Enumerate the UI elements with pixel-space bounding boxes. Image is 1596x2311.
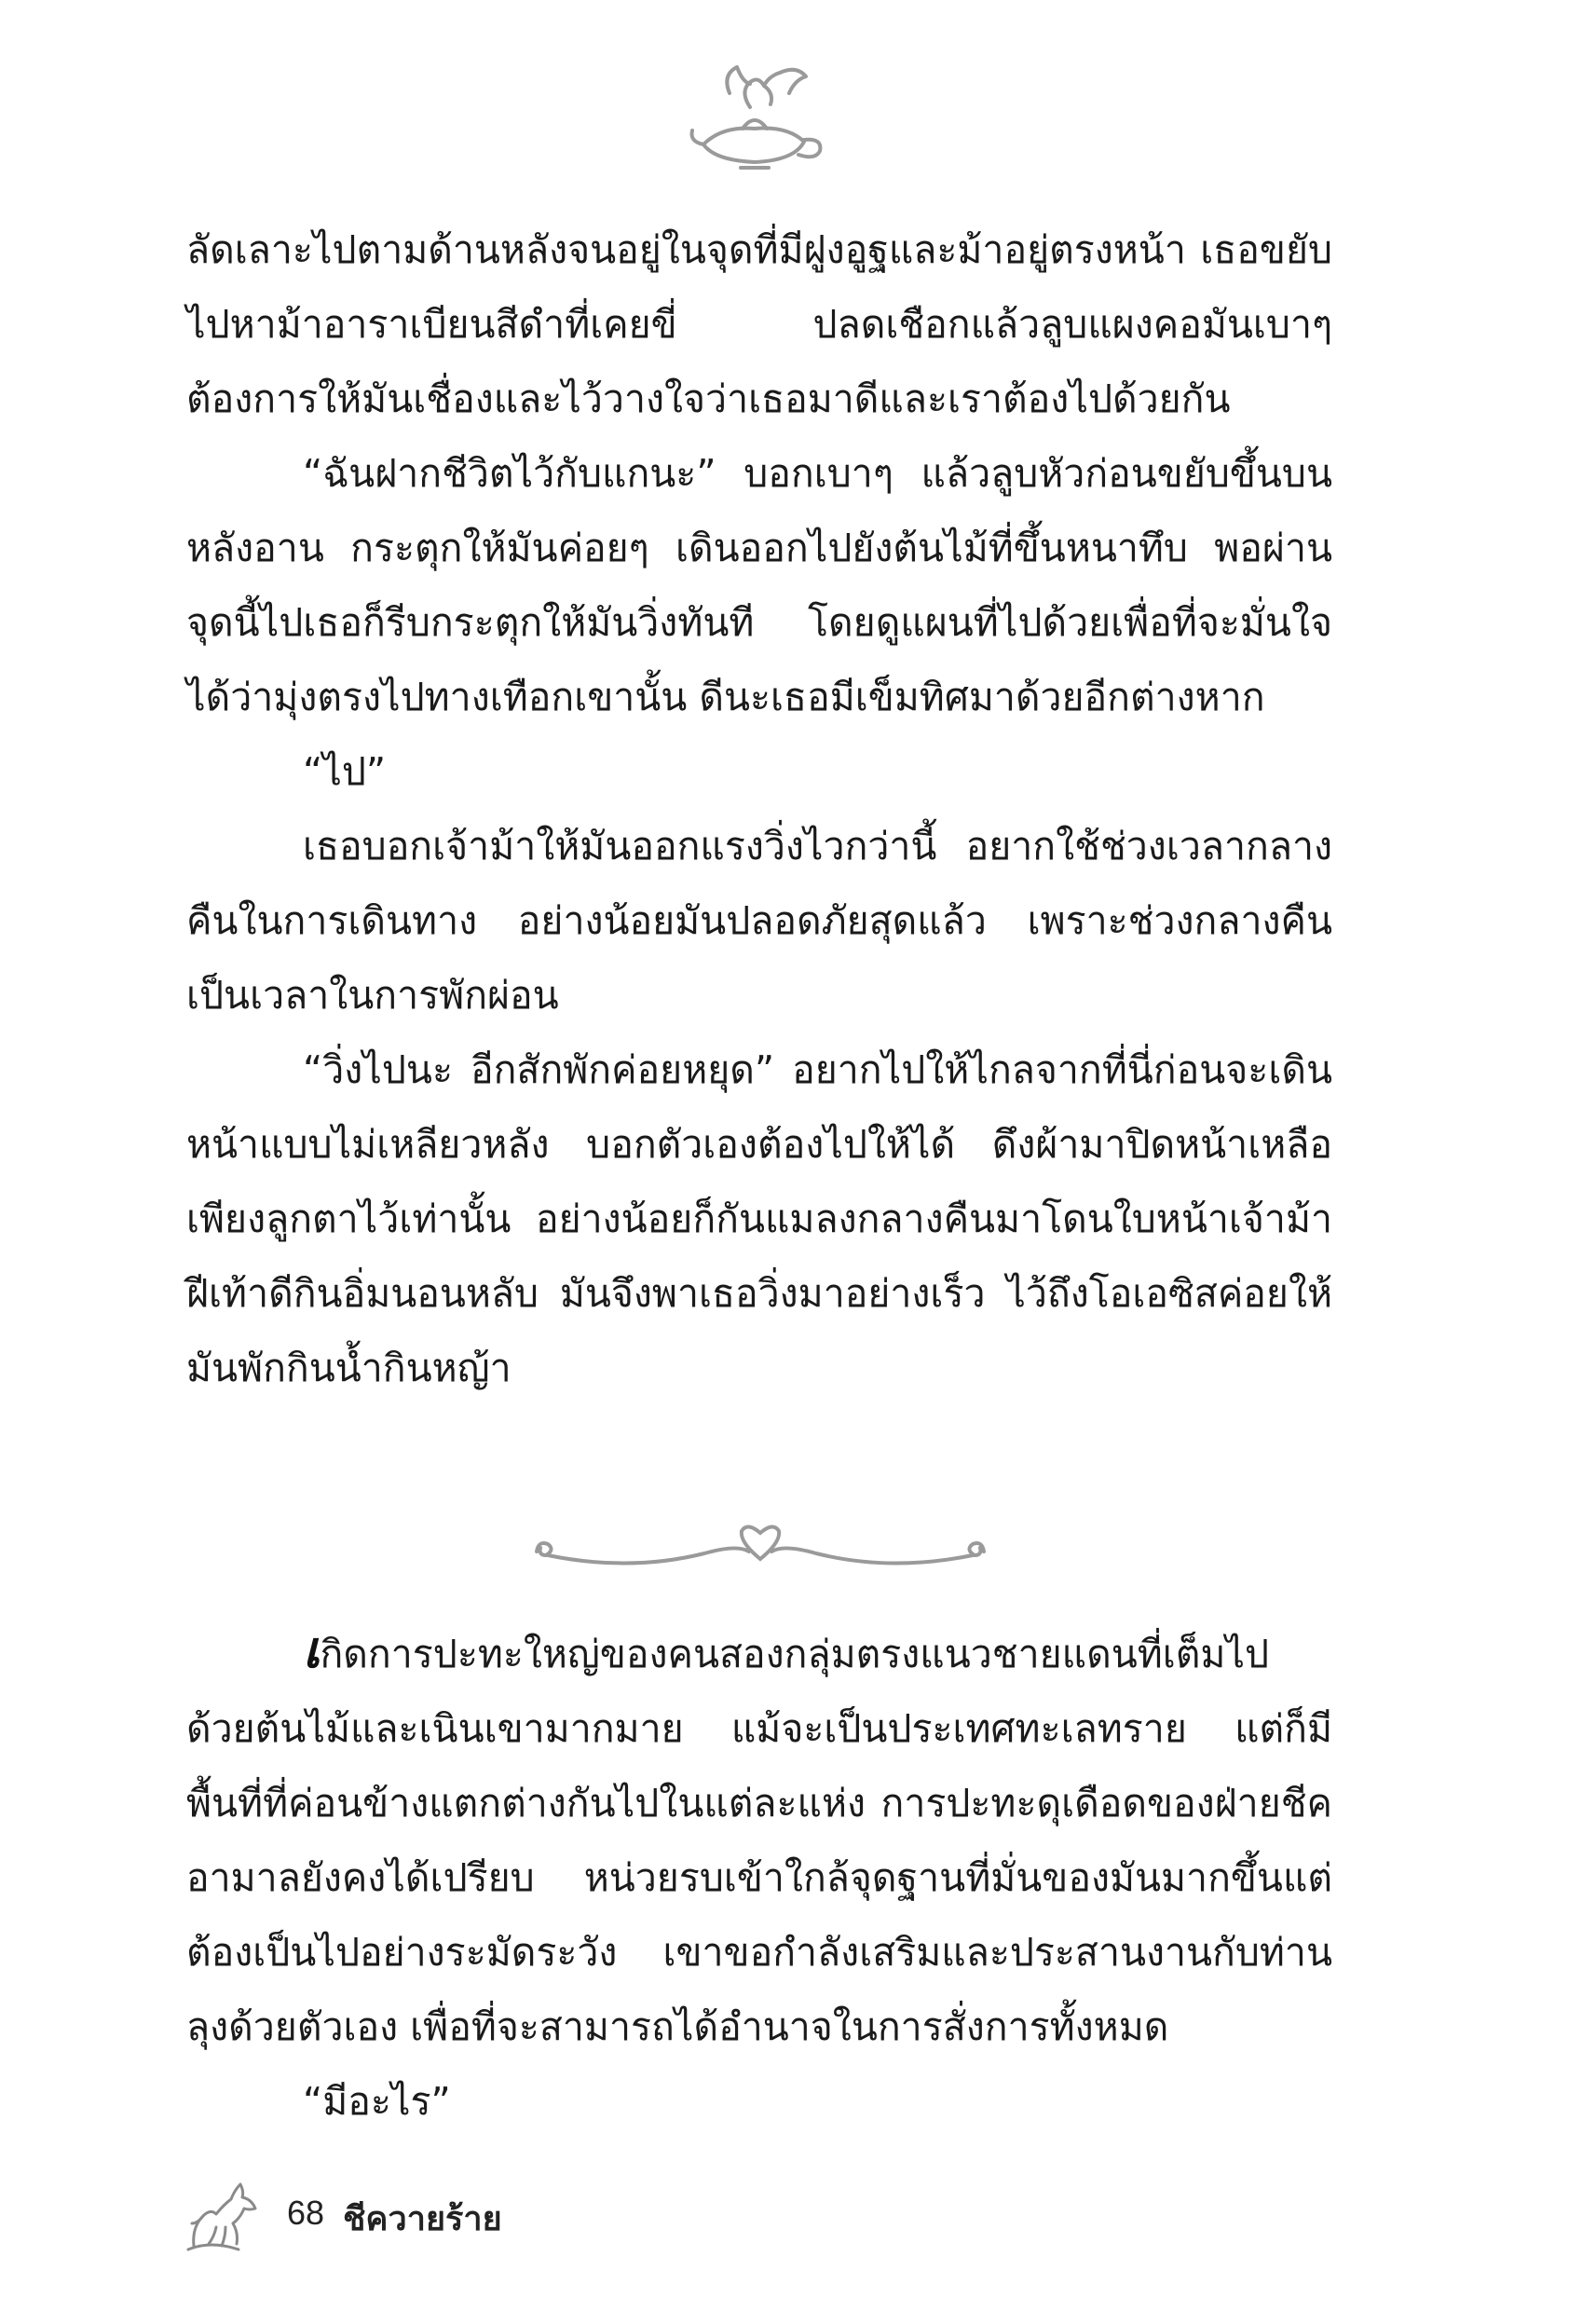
paragraph: “ฉันฝากชีวิตไว้กับแกนะ” บอกเบาๆ แล้วลูบหัวก่อนขยับขึ้นบนหลังอาน กระตุกให้มันค่อยๆ เดินออกไปยังต้นไม้ที่ขึ้นหนาทึบ พอผ่านจุดนี้ไปเธอก็รีบกระตุกให้มันวิ่งทันที โดยดูแผนที่ไปด้วยเพื่อที่จะมั่นใจได้ว่ามุ่งตรงไปทางเทือกเขานั้น ดีนะเธอมีเข็มทิศมาด้วยอีกต่างหาก [186, 451, 1332, 719]
paragraph: “ไป” [303, 749, 387, 794]
section-one-text [186, 212, 1332, 1405]
paragraph: เธอบอกเจ้าม้าให้มันออกแรงวิ่งไวกว่านี้ อยากใช้ช่วงเวลากลางคืนในการเดินทาง อย่างน้อยมันปลอดภัยสุดแล้ว เพราะช่วงกลางคืนเป็นเวลาในการพักผ่อน [186, 824, 1332, 1018]
paragraph: ลัดเลาะไปตามด้านหลังจนอยู่ในจุดที่มีฝูงอูฐและม้าอยู่ตรงหน้า เธอขยับไปหาม้าอาราเบียนสีดำที่เคยขี่ ปลดเชือกแล้วลูบแผงคอมันเบาๆ ต้องการให้มันเชื่องและไว้วางใจว่าเธอมาดีและเราต้องไปด้วยกัน [186, 227, 1332, 421]
book-title: ชีควายร้าย [343, 2200, 502, 2238]
cupid-teacup-icon [685, 56, 825, 177]
heart-scroll-divider-icon [518, 1514, 1003, 1579]
section-two-text [186, 1612, 1332, 2139]
drop-cap: เ [303, 1620, 321, 1679]
paragraph: “มีอะไร” [303, 2079, 451, 2124]
horse-icon [183, 2171, 266, 2255]
page-number: 68 [287, 2194, 325, 2232]
paragraph-text: กิดการปะทะใหญ่ของคนสองกลุ่มตรงแนวชายแดนที่เต็มไปด้วยต้นไม้และเนินเขามากมาย แม้จะเป็นประเทศทะเลทราย แต่ก็มีพื้นที่ที่ค่อนข้างแตกต่างกันไปในแต่ละแห่ง การปะทะดุเดือดของฝ่ายชีคอามาลยังคงได้เปรียบ หน่วยรบเข้าใกล้จุดฐานที่มั่นของมันมากขึ้นแต่ต้องเป็นไปอย่างระมัดระวัง เขาขอกำลังเสริมและประสานงานกับท่านลุงด้วยตัวเอง เพื่อที่จะสามารถได้อำนาจในการสั่งการทั้งหมด [186, 1632, 1332, 2049]
paragraph [186, 1612, 1332, 2064]
page-footer [183, 2171, 835, 2255]
paragraph: “วิ่งไปนะ อีกสักพักค่อยหยุด” อยากไปให้ไกลจากที่นี่ก่อนจะเดินหน้าแบบไม่เหลียวหลัง บอกตัวเองต้องไปให้ได้ ดึงผ้ามาปิดหน้าเหลือเพียงลูกตาไว้เท่านั้น อย่างน้อยก็กันแมลงกลางคืนมาโดนใบหน้าเจ้าม้าฝีเท้าดีกินอิ่มนอนหลับ มันจึงพาเธอวิ่งมาอย่างเร็ว ไว้ถึงโอเอซิสค่อยให้มันพักกินน้ำกินหญ้า [186, 1047, 1332, 1390]
